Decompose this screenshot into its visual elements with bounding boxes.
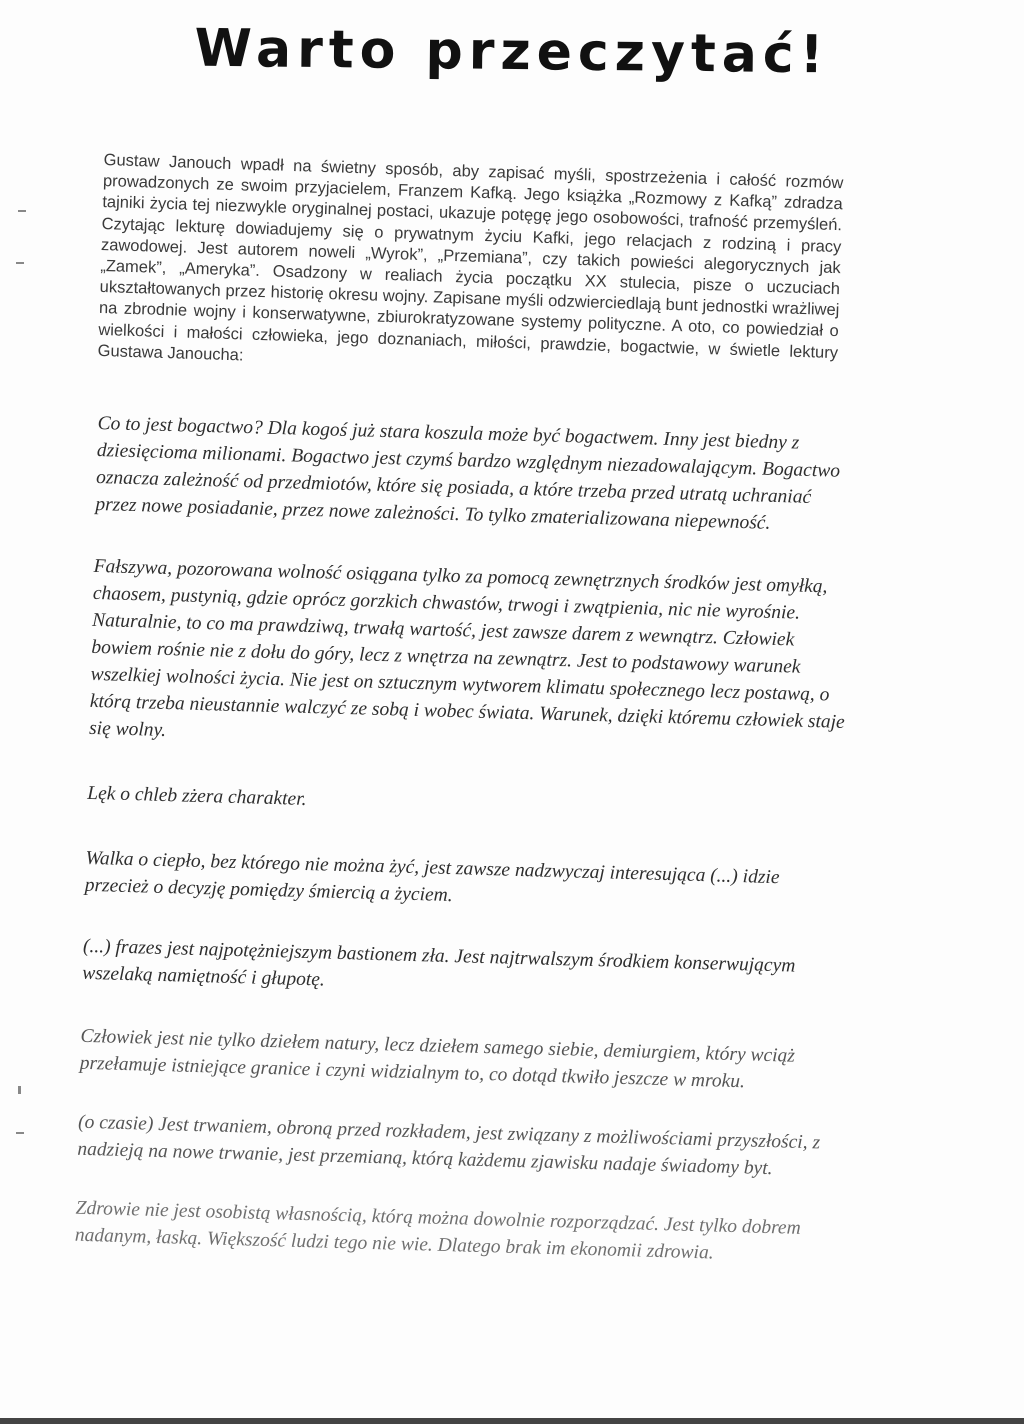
scan-bottom-edge: [0, 1418, 1024, 1424]
quote-phrase: (...) frazes jest najpotężniejszym bastionem zła. Jest najtrwalszym środkiem konserwującym wszelaką namiętność i głupotę.: [81, 935, 796, 991]
quotes-section: [75, 410, 858, 1270]
scan-speck: [16, 262, 24, 264]
quote-fear-of-bread: Lęk o chleb zżera charakter.: [86, 782, 307, 810]
scan-speck: [18, 1086, 21, 1094]
quote-freedom: Fałszywa, pozorowana wolność osiągana tylko za pomocą zewnętrznych środków jest omyłką, chaosem, pustynią, gdzie oprócz gorzkich chwastów, trwogi i zwątpienia, nic nie wyrośnie. Naturalnie, to co ma prawdziwą, trwałą wartość, jest zawsze darem z wewnątrz. Człowiek bowiem rośnie nie z dołu do góry, lecz z wnętrza na zewnątrz. Jest to podstawowy warunek wszelkiej wolności życia. Nie jest on sztucznym wytworem klimatu społecznego lecz postawą, o którą trzeba nieustannie walczyć ze sobą i wobec świata. Warunek, dzięki któremu człowiek staje się wolny.: [88, 555, 846, 742]
intro-paragraph: Gustaw Janouch wpadł na świetny sposób, aby zapisać myśli, spostrzeżenia i całość rozmów prowadzonych ze swoim przyjacielem, Franzem Kafką. Jego książka „Rozmowy z Kafką” zdradza tajniki życia tej niezwykle oryginalnej postaci, ukazuje potęgę jego osobowości, trafność przemyśleń. Czytając lekturę dowiadujemy się o prywatnym życiu Kafki, jego relacjach z rodziną i pracy zawodowej. Jest autorem noweli „Wyrok”, „Przemiana”, czy takich powieści alegorycznych jak „Zamek”, „Ameryka”. Osadzony w realiach życia początku XX stulecia, pisze o uczuciach ukształtowanych przez historię okresu wojny. Zapisane myśli odzwierciedlają bunt jednostki wrażliwej na zbrodnie wojny i konserwatywne, zbiurokratyzowane systemy polityczne. A oto, co powiedział o wielkości i małości człowieka, jego doznaniach, miłości, prawdzie, bogactwie, w świetle lektury Gustawa Janoucha:: [97, 150, 844, 365]
page-title: Warto przeczytać!: [194, 18, 830, 86]
quote-health: Zdrowie nie jest osobistą własnością, którą można dowolnie rozporządzać. Jest tylko dobrem nadanym, łaską. Większość ludzi tego nie wie. Dlatego brak im ekonomii zdrowia.: [74, 1197, 801, 1264]
scan-speck: [18, 210, 26, 212]
quote-warmth: Walka o ciepło, bez którego nie można żyć, jest zawsze nadzwyczaj interesująca (...) idzie przecież o decyzję pomiędzy śmiercią a życiem.: [84, 847, 780, 907]
quote-human-work: Człowiek jest nie tylko dziełem natury, lecz dziełem samego siebie, demiurgiem, który wciąż przełamuje istniejące granice i czyni widzialnym to, co dotąd tkwiło jeszcze w mroku.: [79, 1025, 796, 1093]
quote-wealth: Co to jest bogactwo? Dla kogoś już stara koszula może być bogactwem. Inny jest biedny z dziesięcioma milionami. Bogactwo jest czymś bardzo względnym niezadowalającym. Bogactwo oznacza zależność od przedmiotów, które się posiada, a które trzeba przed utratą uchraniać przez nowe posiadanie, przez nowe zależności. To tylko zmaterializowana niepewność.: [95, 412, 841, 534]
quote-time: (o czasie) Jest trwaniem, obroną przed rozkładem, jest związany z możliwościami przyszłości, z nadzieją na nowe trwanie, jest przemianą, którą każdemu zjawisku nadaje świadomy byt.: [77, 1111, 821, 1180]
scan-speck: [16, 1132, 24, 1134]
